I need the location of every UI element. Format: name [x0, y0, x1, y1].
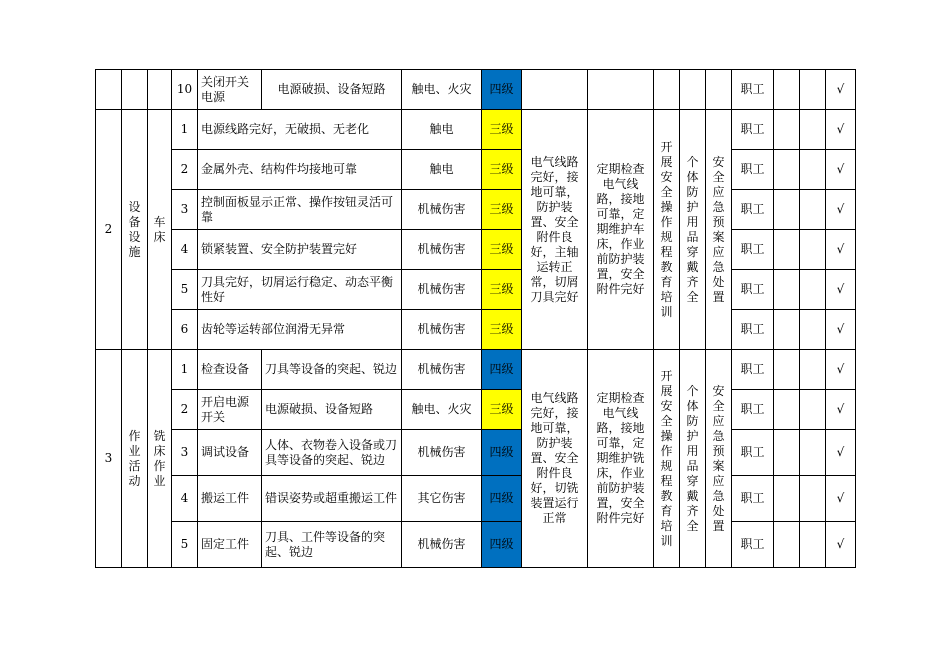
empty-cell — [800, 390, 826, 430]
table-row — [96, 270, 856, 310]
check-mark: √ — [826, 350, 856, 390]
empty-cell — [800, 110, 826, 150]
empty-cell — [774, 522, 800, 568]
responsible-cell: 职工 — [732, 522, 774, 568]
table-row — [96, 150, 856, 190]
empty-cell — [800, 270, 826, 310]
table-row — [96, 350, 856, 390]
row-number: 3 — [172, 190, 198, 230]
hazard-cell: 齿轮等运转部位润滑无异常 — [198, 310, 402, 350]
responsible-cell: 职工 — [732, 190, 774, 230]
row-number: 5 — [172, 270, 198, 310]
responsible-cell: 职工 — [732, 350, 774, 390]
empty-cell — [774, 390, 800, 430]
empty-cell — [774, 190, 800, 230]
responsible-cell: 职工 — [732, 230, 774, 270]
group-name: 车床 — [148, 110, 172, 350]
consequence-cell: 机械伤害 — [402, 310, 482, 350]
table-row — [96, 230, 856, 270]
empty-cell — [800, 350, 826, 390]
table-row — [96, 522, 856, 568]
empty-cell — [122, 70, 148, 110]
empty-cell — [774, 230, 800, 270]
empty-cell — [774, 310, 800, 350]
empty-cell — [774, 430, 800, 476]
empty-cell — [774, 70, 800, 110]
hazard-cell: 电源破损、设备短路 — [262, 70, 402, 110]
hazard-cell: 控制面板显示正常、操作按钮灵活可靠 — [198, 190, 402, 230]
hazard-cell: 锁紧装置、安全防护装置完好 — [198, 230, 402, 270]
group-category: 作业活动 — [122, 350, 148, 568]
risk-level-badge: 四级 — [482, 350, 522, 390]
hazard-cell: 刀具完好，切屑运行稳定、动态平衡性好 — [198, 270, 402, 310]
row-number: 1 — [172, 110, 198, 150]
empty-cell — [680, 70, 706, 110]
consequence-cell: 机械伤害 — [402, 230, 482, 270]
row-number: 4 — [172, 476, 198, 522]
row-number: 2 — [172, 150, 198, 190]
step-cell: 固定工件 — [198, 522, 262, 568]
emergency-measures: 安全应急预案应急处置 — [706, 110, 732, 350]
hazard-cell: 错误姿势或超重搬运工件 — [262, 476, 402, 522]
responsible-cell: 职工 — [732, 310, 774, 350]
group-name: 铣床作业 — [148, 350, 172, 568]
table-row — [96, 190, 856, 230]
risk-level-badge: 四级 — [482, 430, 522, 476]
management-measures: 定期检查电气线路，接地可靠，定期维护车床，作业前防护装置，安全附件完好 — [588, 110, 654, 350]
empty-cell — [800, 522, 826, 568]
check-mark: √ — [826, 230, 856, 270]
empty-cell — [800, 310, 826, 350]
training-measures: 开展安全操作规程教育培训 — [654, 110, 680, 350]
consequence-cell: 触电 — [402, 110, 482, 150]
consequence-cell: 机械伤害 — [402, 190, 482, 230]
table-row — [96, 310, 856, 350]
empty-cell — [800, 476, 826, 522]
ppe-measures: 个体防护用品穿戴齐全 — [680, 350, 706, 568]
empty-cell — [96, 70, 122, 110]
engineering-measures: 电气线路完好，接地可靠，防护装置、安全附件良好，切铣装置运行正常 — [522, 350, 588, 568]
empty-cell — [148, 70, 172, 110]
empty-cell — [588, 70, 654, 110]
consequence-cell: 机械伤害 — [402, 522, 482, 568]
row-number: 2 — [172, 390, 198, 430]
check-mark: √ — [826, 270, 856, 310]
empty-cell — [800, 190, 826, 230]
table-row — [96, 110, 856, 150]
risk-level-badge: 三级 — [482, 310, 522, 350]
table-row — [96, 430, 856, 476]
check-mark: √ — [826, 150, 856, 190]
hazard-cell: 金属外壳、结构件均接地可靠 — [198, 150, 402, 190]
group-seq: 3 — [96, 350, 122, 568]
check-mark: √ — [826, 390, 856, 430]
empty-cell — [774, 110, 800, 150]
risk-level-badge: 三级 — [482, 150, 522, 190]
responsible-cell: 职工 — [732, 390, 774, 430]
step-cell: 关闭开关电源 — [198, 70, 262, 110]
hazard-cell: 人体、衣物卷入设备或刀具等设备的突起、锐边 — [262, 430, 402, 476]
consequence-cell: 机械伤害 — [402, 430, 482, 476]
consequence-cell: 触电 — [402, 150, 482, 190]
emergency-measures: 安全应急预案应急处置 — [706, 350, 732, 568]
ppe-measures: 个体防护用品穿戴齐全 — [680, 110, 706, 350]
step-cell: 检查设备 — [198, 350, 262, 390]
step-cell: 搬运工件 — [198, 476, 262, 522]
group-seq: 2 — [96, 110, 122, 350]
responsible-cell: 职工 — [732, 430, 774, 476]
responsible-cell: 职工 — [732, 476, 774, 522]
risk-level-badge: 三级 — [482, 190, 522, 230]
consequence-cell: 触电、火灾 — [402, 70, 482, 110]
hazard-cell: 电源破损、设备短路 — [262, 390, 402, 430]
group-category: 设备设施 — [122, 110, 148, 350]
empty-cell — [774, 150, 800, 190]
hazard-cell: 刀具、工件等设备的突起、锐边 — [262, 522, 402, 568]
consequence-cell: 机械伤害 — [402, 350, 482, 390]
hazard-cell: 电源线路完好，无破损、无老化 — [198, 110, 402, 150]
responsible-cell: 职工 — [732, 150, 774, 190]
step-cell: 开启电源开关 — [198, 390, 262, 430]
row-number: 4 — [172, 230, 198, 270]
empty-cell — [654, 70, 680, 110]
risk-level-badge: 三级 — [482, 110, 522, 150]
risk-level-badge: 三级 — [482, 270, 522, 310]
empty-cell — [522, 70, 588, 110]
check-mark: √ — [826, 430, 856, 476]
training-measures: 开展安全操作规程教育培训 — [654, 350, 680, 568]
empty-cell — [800, 430, 826, 476]
empty-cell — [706, 70, 732, 110]
risk-level-badge: 四级 — [482, 70, 522, 110]
table-row — [96, 390, 856, 430]
empty-cell — [800, 150, 826, 190]
check-mark: √ — [826, 310, 856, 350]
hazard-cell: 刀具等设备的突起、锐边 — [262, 350, 402, 390]
check-mark: √ — [826, 522, 856, 568]
risk-level-badge: 三级 — [482, 230, 522, 270]
row-number: 5 — [172, 522, 198, 568]
step-cell: 调试设备 — [198, 430, 262, 476]
table-row — [96, 70, 856, 110]
responsible-cell: 职工 — [732, 70, 774, 110]
empty-cell — [800, 230, 826, 270]
check-mark: √ — [826, 190, 856, 230]
consequence-cell: 机械伤害 — [402, 270, 482, 310]
empty-cell — [774, 270, 800, 310]
risk-level-badge: 三级 — [482, 390, 522, 430]
empty-cell — [774, 350, 800, 390]
responsible-cell: 职工 — [732, 110, 774, 150]
row-number: 6 — [172, 310, 198, 350]
consequence-cell: 触电、火灾 — [402, 390, 482, 430]
check-mark: √ — [826, 476, 856, 522]
row-number: 3 — [172, 430, 198, 476]
consequence-cell: 其它伤害 — [402, 476, 482, 522]
risk-level-badge: 四级 — [482, 476, 522, 522]
table-row — [96, 476, 856, 522]
empty-cell — [800, 70, 826, 110]
empty-cell — [774, 476, 800, 522]
risk-level-badge: 四级 — [482, 522, 522, 568]
risk-control-table — [95, 69, 856, 568]
row-number: 10 — [172, 70, 198, 110]
check-mark: √ — [826, 70, 856, 110]
engineering-measures: 电气线路完好，接地可靠，防护装置、安全附件良好，主轴运转正常，切屑刀具完好 — [522, 110, 588, 350]
row-number: 1 — [172, 350, 198, 390]
responsible-cell: 职工 — [732, 270, 774, 310]
management-measures: 定期检查电气线路，接地可靠，定期维护铣床，作业前防护装置，安全附件完好 — [588, 350, 654, 568]
check-mark: √ — [826, 110, 856, 150]
